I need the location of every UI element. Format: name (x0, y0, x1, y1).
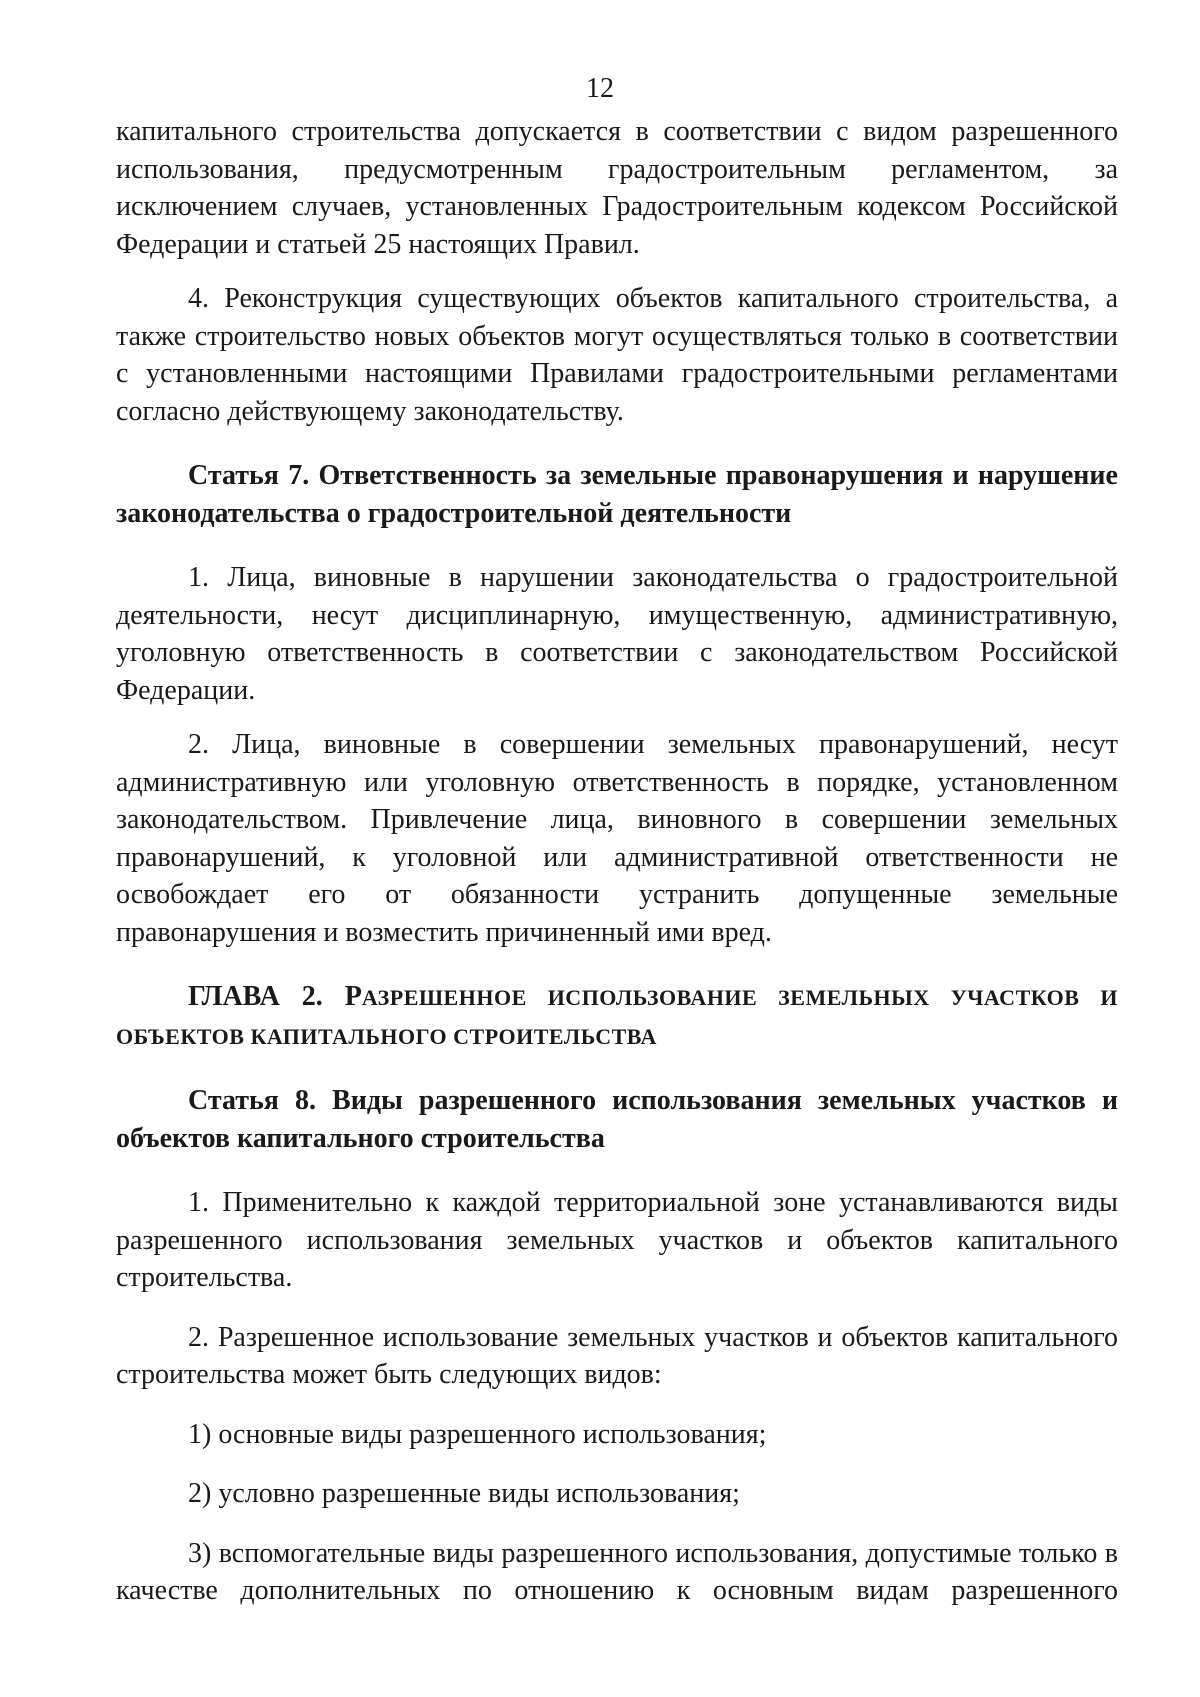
document-body (116, 113, 1118, 1610)
article-7-heading: Статья 7. Ответственность за земельные правонарушения и нарушение законодательства о градостроительной деятельности (116, 460, 1118, 529)
article-8-paragraph-1: 1. Применительно к каждой территориальной зоне устанавливаются виды разрешенного использования земельных участков и объектов капитального строительства. (116, 1187, 1118, 1293)
article-8-heading: Статья 8. Виды разрешенного использования земельных участков и объектов капитального строительства (116, 1085, 1118, 1154)
chapter-2-prefix: ГЛАВА 2. Р (188, 981, 362, 1012)
list-item-3: 3) вспомогательные виды разрешенного использования, допустимые только в качестве дополнительных по отношению к основным видам разрешенного (116, 1537, 1118, 1606)
chapter-2-title-smallcaps: АЗРЕШЕННОЕ ИСПОЛЬЗОВАНИЕ ЗЕМЕЛЬНЫХ УЧАСТКОВ И ОБЪЕКТОВ КАПИТАЛЬНОГО СТРОИТЕЛЬСТВА (116, 985, 1118, 1049)
article-7-paragraph-2: 2. Лица, виновные в совершении земельных правонарушений, несут административную или уголовную ответственность в порядке, установленном законодательством. Привлечение лица, виновного в совершении земельных правонарушений, к уголовной или административной ответственности не освобождает его от обязанности устранить допущенные земельные правонарушения и возместить причиненный ими вред. (116, 729, 1118, 948)
list-item-2: 2) условно разрешенные виды использования; (188, 1478, 740, 1509)
paragraph-continuation: капитального строительства допускается в соответствии с видом разрешенного использования, предусмотренным градостроительным регламентом, за исключением случаев, установленных Градостроительным кодексом Российской Федерации и статьей 25 настоящих Правил. (116, 116, 1118, 260)
list-item-1: 1) основные виды разрешенного использования; (188, 1418, 767, 1450)
article-8-paragraph-2: 2. Разрешенное использование земельных участков и объектов капитального строительства может быть следующих видов: (116, 1321, 1118, 1390)
chapter-2-heading (116, 978, 1118, 1055)
page-number: 12 (586, 73, 614, 104)
paragraph-item-4: 4. Реконструкция существующих объектов капитального строительства, а также строительство новых объектов могут осуществляться только в соответствии с установленными настоящими Правилами градостроительными регламентами согласно действующему законодательству. (116, 283, 1118, 427)
article-7-paragraph-1: 1. Лица, виновные в нарушении законодательства о градостроительной деятельности, несут дисциплинарную, имущественную, административную, уголовную ответственность в соответствии с законодательством Российской Федерации. (116, 562, 1118, 706)
